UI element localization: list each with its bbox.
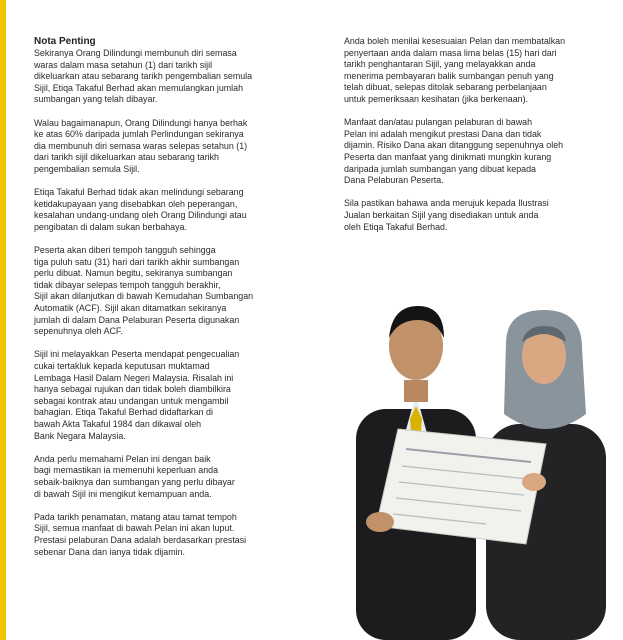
paragraph-suicide-clause: Sekiranya Orang Dilindungi membunuh diri semasa waras dalam masa setahun (1) dari tarikh sijil dikeluarkan atau sebarang tarikh pengembalian semula Sijil, Etiqa Takaful Berhad akan memulangkan jumlah sumbangan yang telah dibayar. (34, 48, 253, 105)
section-heading: Nota Penting (34, 36, 96, 47)
right-column (344, 36, 592, 245)
paragraph-grace-period: Peserta akan diberi tempoh tangguh sehingga tiga puluh satu (31) hari dari tarikh akhir sumbangan perlu dibuat. Namun begitu, sekiranya sumbangan tidak dibayar selepas tempoh tangguh berakhir, Sijil akan dilanjutkan di bawah Kemudahan Sumbangan Automatik (ACF). Sijil akan ditamatkan sekiranya jumlah di dalam Dana Pelaburan Peserta digunakan sepenuhnya oleh ACF. (34, 245, 254, 337)
woman-hand (522, 473, 546, 491)
paragraph-termination: Pada tarikh penamatan, matang atau tamat tempoh Sijil, semua manfaat di bawah Pelan ini akan luput. Prestasi pelaburan Dana adalah berdasarkan prestasi sebenar Dana dan ianya tidak dijamin. (34, 511, 247, 557)
accent-bar (0, 0, 6, 640)
paragraph-tax-exemption: Sijil ini melayakkan Peserta mendapat pengecualian cukai tertakluk kepada keputusan muktamad Lembaga Hasil Dalam Negeri Malaysia. Risalah ini hanya sebagai rujukan dan tidak boleh diambilkira sebagai kontrak atau undangan untuk mengambil bahagian. Etiqa Takaful Berhad didaftarkan di bawah Akta Takaful 1984 dan dikawal oleh Bank Negara Malaysia. (34, 349, 240, 441)
man-hand (366, 512, 394, 532)
paragraph-free-look: Anda boleh menilai kesesuaian Pelan dan membatalkan penyertaan anda dalam masa lima belas (15) hari dari tarikh penghantaran Sijil, yang melayakkan anda menerima pembayaran balik sumbangan penuh yang telah dibuat, selepas ditolak sebarang perbelanjaan untuk pemeriksaan kesihatan (jika berkenaan). (344, 36, 566, 104)
paragraph-investment-risk: Manfaat dan/atau pulangan pelaburan di bawah Pelan ini adalah mengikut prestasi Dana dan tidak dijamin. Risiko Dana akan ditanggung sepenuhnya oleh Peserta dan manfaat yang dinikmati mungkin kurang daripada jumlah sumbangan yang dibuat kepada Dana Pelaburan Peserta. (344, 117, 564, 186)
left-column (34, 36, 278, 570)
paragraph-exclusions: Etiqa Takaful Berhad tidak akan melindungi sebarang ketidakupayaan yang disebabkan oleh peperangan, kesalahan undang-undang oleh Orang Dilindungi atau pengibatan di dalam sukan berbahaya. (34, 187, 247, 232)
business-couple-photo (336, 294, 623, 640)
newspaper (376, 429, 546, 544)
paragraph-suicide-after-year: Walau bagaimanapun, Orang Dilindungi hanya berhak ke atas 60% daripada jumlah Perlindungan sekiranya dia membunuh diri semasa waras selepas setahun (1) dari tarikh sijil dikeluarkan atau sebarang tarikh pengembalian semula Sijil. (34, 117, 248, 174)
paragraph-sales-illustration: Sila pastikan bahawa anda merujuk kepada Ilustrasi Jualan berkaitan Sijil yang disediakan untuk anda oleh Etiqa Takaful Berhad. (344, 198, 549, 232)
paragraph-understand-plan: Anda perlu memahami Pelan ini dengan baik bagi memastikan ia memenuhi keperluan anda sebaik-baiknya dan sumbangan yang perlu dibayar di bawah Sijil ini mengikut kemampuan anda. (34, 453, 235, 499)
